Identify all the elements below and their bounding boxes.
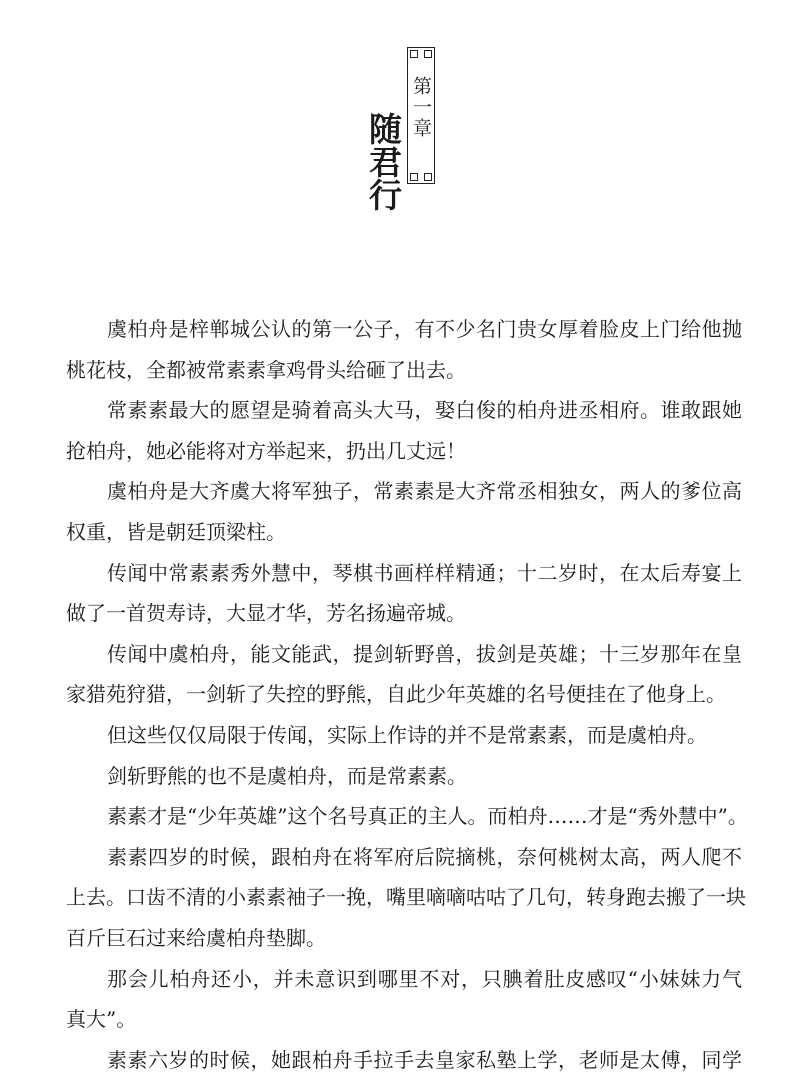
paragraph-line: 但这些仅仅局限于传闻，实际上作诗的并不是常素素，而是虞柏舟。 (107, 722, 707, 747)
frame-ornament (424, 50, 432, 58)
paragraph-line: 素素四岁的时候，跟柏舟在将军府后院摘桃，奈何桃树太高，两人爬不 (107, 844, 742, 869)
paragraph-line: 传闻中虞柏舟，能文能武，提剑斩野兽，拔剑是英雄；十三岁那年在皇 (107, 641, 742, 666)
paragraph-line: 桃花枝，全都被常素素拿鸡骨头给砸了出去。 (66, 357, 466, 382)
paragraph-line: 上去。口齿不清的小素素袖子一挽，嘴里嘀嘀咕咕了几句，转身跑去搬了一块 (66, 885, 746, 910)
paragraph-line: 真大”。 (66, 1007, 137, 1032)
frame-ornament (410, 50, 418, 58)
paragraph-line: 虞柏舟是梓郸城公认的第一公子，有不少名门贵女厚着脸皮上门给他抛 (107, 317, 742, 341)
paragraph-line: 素素才是“少年英雄”这个名号真正的主人。而柏舟……才是“秀外慧中”。 (107, 804, 748, 829)
paragraph-line: 那会儿柏舟还小，并未意识到哪里不对，只腆着肚皮感叹“小妹妹力气 (107, 966, 742, 991)
chapter-number: 第一章 (410, 76, 432, 139)
frame-ornament (410, 173, 418, 181)
paragraph-line: 权重，皆是朝廷顶梁柱。 (66, 519, 286, 544)
paragraph-line: 做了一首贺寿诗，大显才华，芳名扬遍帝城。 (66, 601, 466, 626)
paragraph-line: 抢柏舟，她必能将对方举起来，扔出几丈远！ (66, 438, 466, 463)
chapter-title: 随君行 (364, 112, 403, 211)
paragraph-line: 素素六岁的时候，她跟柏舟手拉手去皇家私塾上学，老师是太傅，同学 (107, 1047, 742, 1072)
chapter-body (66, 309, 748, 1080)
frame-ornament (424, 173, 432, 181)
chapter-number-frame (407, 47, 435, 184)
paragraph-line: 家猎苑狩猎，一剑斩了失控的野熊，自此少年英雄的名号便挂在了他身上。 (66, 682, 726, 707)
paragraph-line: 百斤巨石过来给虞柏舟垫脚。 (66, 925, 326, 950)
paragraph-line: 常素素最大的愿望是骑着高头大马，娶白俊的柏舟进丞相府。谁敢跟她 (107, 398, 742, 423)
paragraph-line: 虞柏舟是大齐虞大将军独子，常素素是大齐常丞相独女，两人的爹位高 (107, 479, 742, 504)
paragraph-line: 剑斩野熊的也不是虞柏舟，而是常素素。 (107, 763, 467, 788)
paragraph-line: 传闻中常素素秀外慧中，琴棋书画样样精通；十二岁时，在太后寿宴上 (107, 560, 742, 585)
